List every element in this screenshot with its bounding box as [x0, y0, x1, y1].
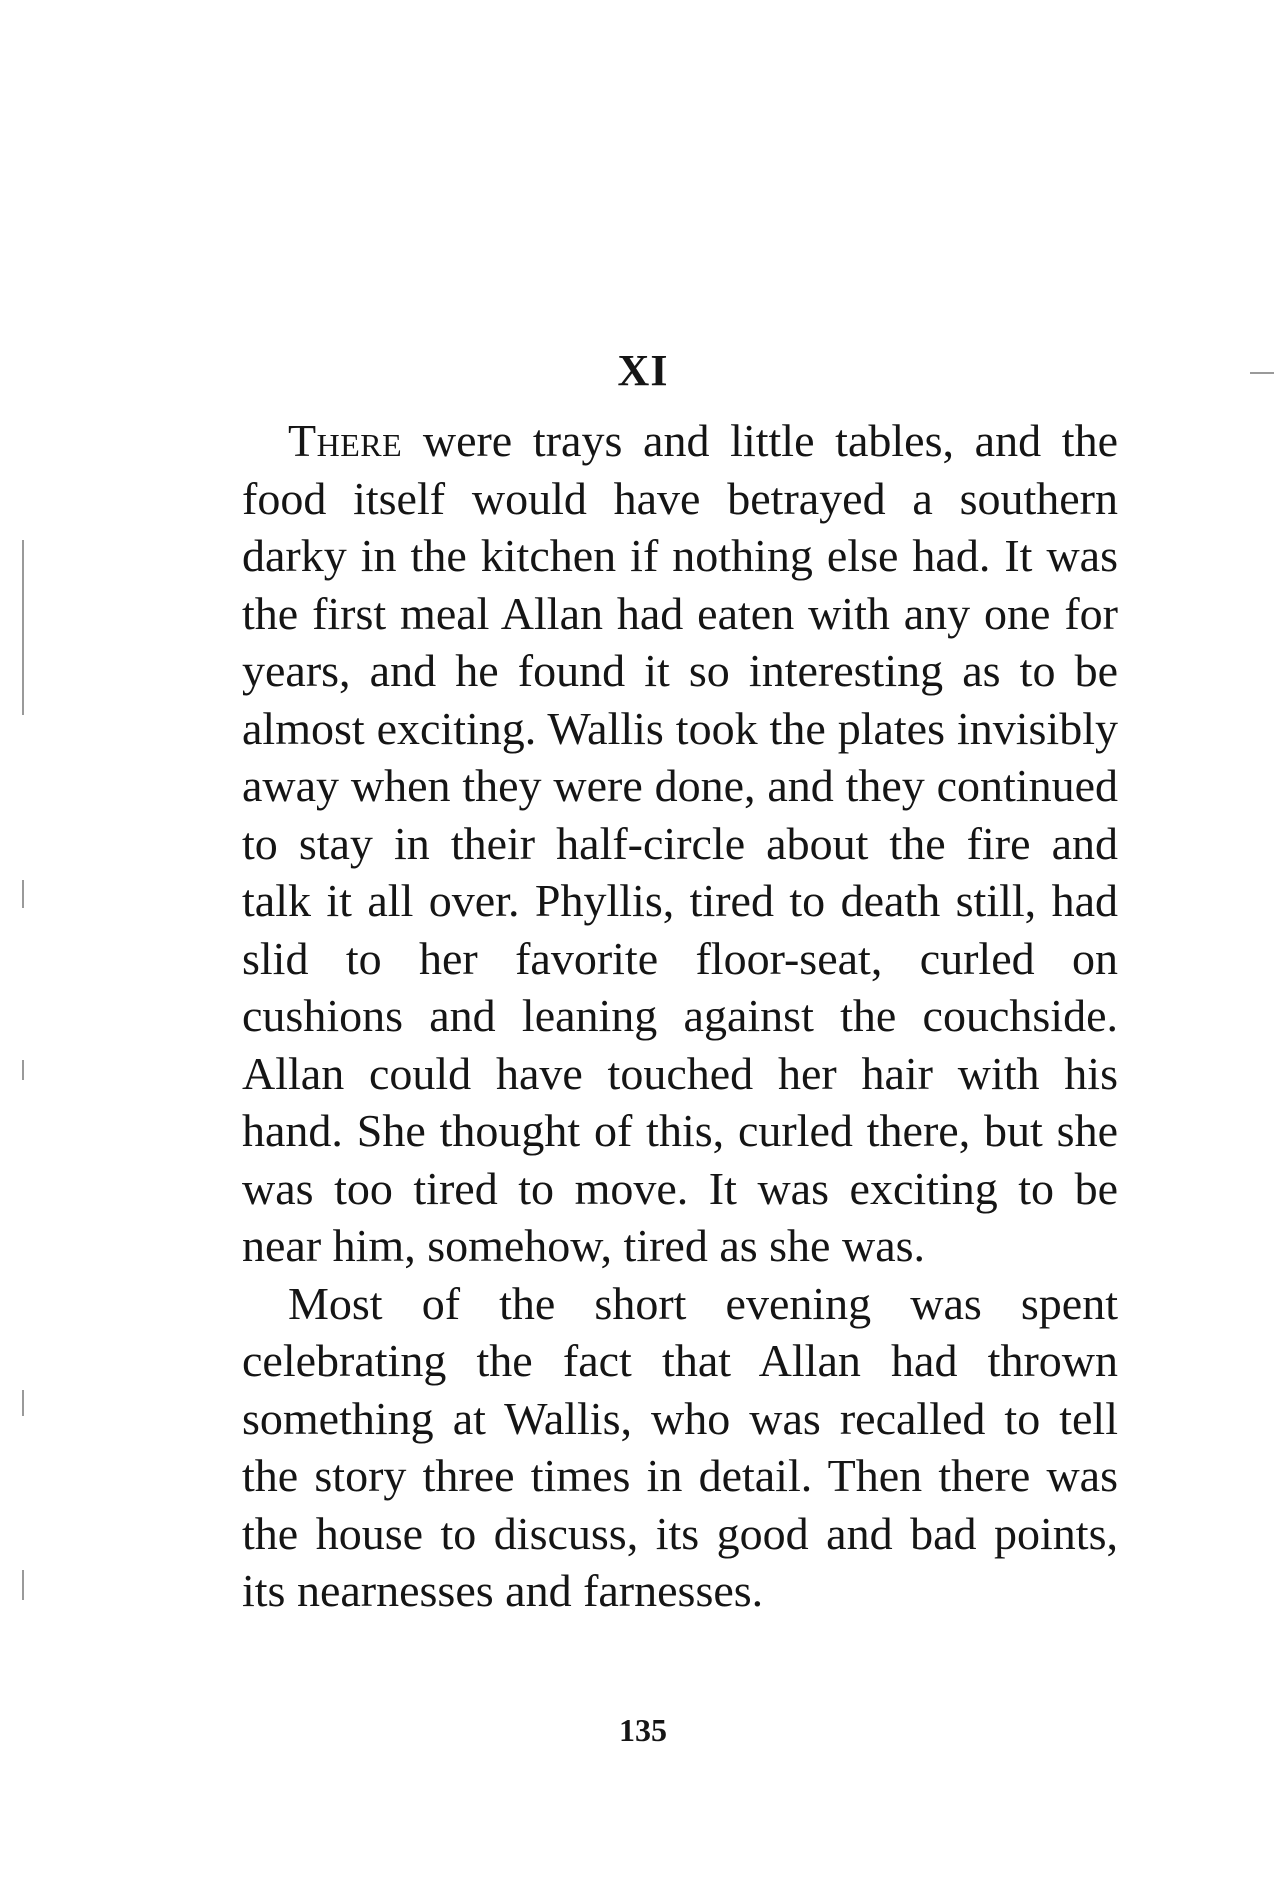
paragraph-2-text: Most of the short evening was spent celebrating the fact that Allan had thrown something at Wallis, who was recalled to tell the story three times in detail. Then there was the house to discuss, its good and bad points, its nearnesses and farnesses. — [242, 1277, 1118, 1616]
chapter-heading: XI — [617, 346, 669, 395]
paragraph-1 — [242, 412, 1118, 1275]
page-number: 135 — [619, 1712, 667, 1748]
body-text — [242, 412, 1118, 1620]
scan-mark — [22, 880, 24, 908]
scan-mark — [22, 540, 24, 715]
paragraph-2 — [242, 1275, 1118, 1620]
paragraph-lead-word: There — [288, 415, 403, 466]
paragraph-1-text: were trays and little tables, and the food itself would have betrayed a southern darky in the kitchen if nothing else had. It was the first meal Allan had eaten with any one for years, and he found it so interesting as to be almost exciting. Wallis took the plates invisibly away when they were done, and they continued to stay in their half-circle about the fire and talk it all over. Phyllis, tired to death still, had slid to her favorite floor-seat, curled on cushions and leaning against the couchside. Allan could have touched her hair with his hand. She thought of this, curled there, but she was too tired to move. It was exciting to be near him, somehow, tired as she was. — [242, 415, 1118, 1271]
scan-mark — [22, 1570, 24, 1600]
scan-mark — [1250, 372, 1274, 374]
scan-mark — [22, 1390, 24, 1416]
scan-mark — [22, 1060, 24, 1080]
